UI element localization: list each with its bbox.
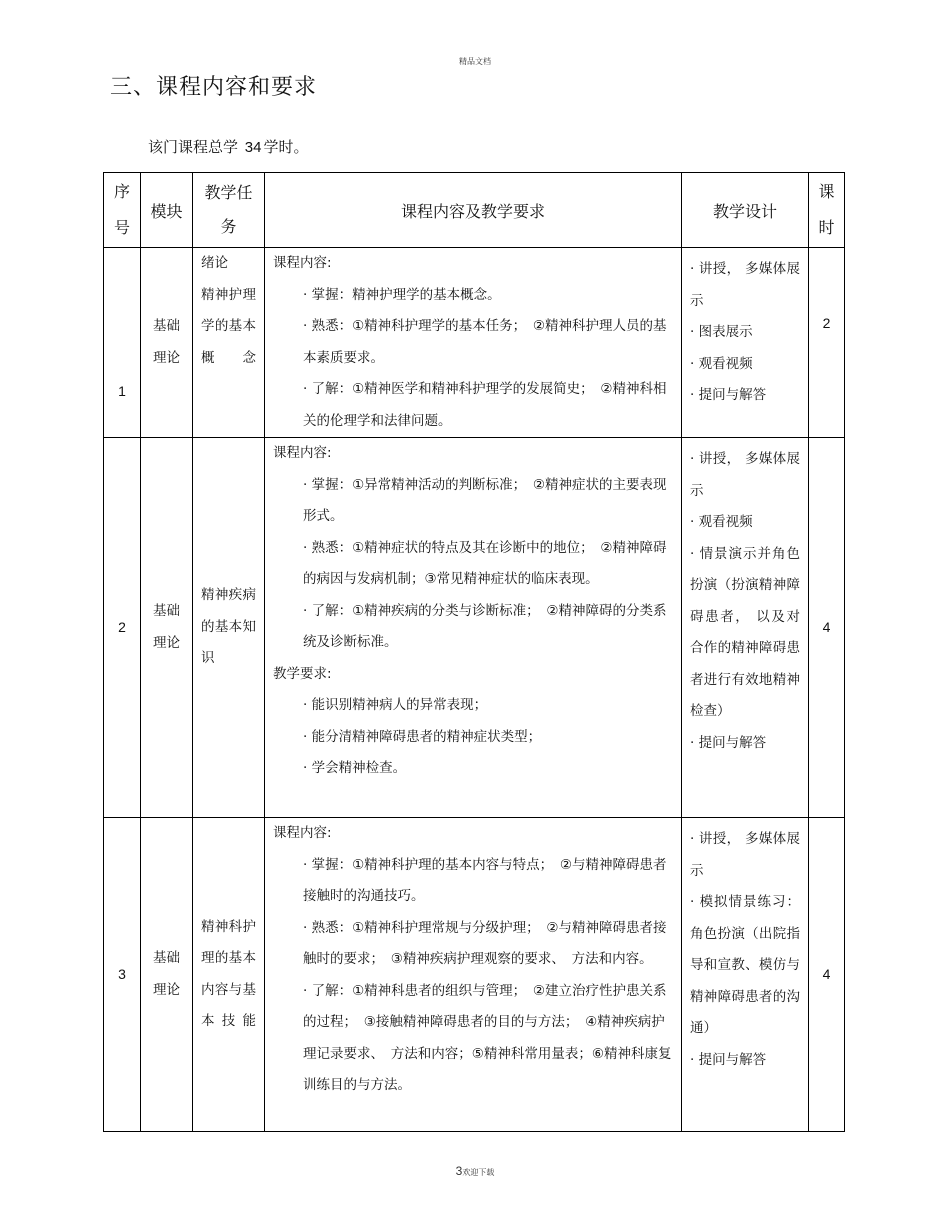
content-line: 课程内容:: [273, 825, 332, 841]
content-line: · 了解：①精神疾病的分类与诊断标准； ②精神障碍的分类系统及诊断标准。: [303, 602, 667, 650]
row-module: 基础理论: [141, 248, 193, 438]
content-line: · 能分清精神障碍患者的精神症状类型；: [303, 728, 542, 745]
header-task: 教学任务: [193, 173, 265, 248]
row-design: [682, 818, 809, 1132]
row-idx: 2: [104, 438, 141, 818]
table-header-row: [104, 173, 845, 248]
section-title: 三、课程内容和要求: [110, 75, 318, 100]
page-number: 3: [455, 1164, 463, 1178]
content-line: · 熟悉：①精神科护理常规与分级护理； ②与精神障碍患者接触时的要求； ③精神疾病护理观察的要求、 方法和内容。: [303, 919, 667, 967]
row-task: [193, 438, 265, 818]
content-line: · 掌握：精神护理学的基本概念。: [303, 286, 501, 303]
intro-text: [148, 136, 309, 157]
design-line: · 提问与解答: [690, 734, 767, 751]
design-line: · 讲授， 多媒体展示: [690, 261, 800, 309]
row-hours: 4: [809, 818, 845, 1132]
design-line: · 观看视频: [690, 514, 753, 530]
header-content: 课程内容及教学要求: [265, 173, 682, 248]
footer-text: 欢迎下载: [462, 1168, 495, 1177]
header-hours: 课时: [809, 173, 845, 248]
content-line: · 熟悉：①精神科护理学的基本任务； ②精神科护理人员的基本素质要求。: [303, 318, 667, 366]
design-line: · 模拟情景练习：角色扮演（出院指导和宣教、模仿与精神障碍患者的沟通）: [690, 894, 800, 1036]
header-watermark: 精品文档: [459, 57, 491, 66]
header-idx: 序号: [104, 173, 141, 248]
task-line: 绪论: [201, 255, 228, 271]
row-module: 基础理论: [141, 818, 193, 1132]
table-row: [104, 818, 845, 1132]
design-line: · 情景演示并角色扮演（扮演精神障碍患者， 以及对合作的精神障碍患者进行有效地精神检查）: [690, 545, 800, 719]
page-footer: [0, 1164, 950, 1178]
design-line: · 观看视频: [690, 355, 753, 372]
row-task: [193, 818, 265, 1132]
row-idx: 3: [104, 818, 141, 1132]
content-line: 课程内容:: [273, 255, 332, 271]
content-line: · 掌握：①异常精神活动的判断标准； ②精神症状的主要表现形式。: [303, 476, 667, 524]
row-hours: 4: [809, 438, 845, 818]
design-line: · 讲授， 多媒体展示: [690, 451, 800, 499]
row-content: [265, 818, 682, 1132]
content-line: · 能识别精神病人的异常表现；: [303, 697, 488, 713]
row-design: [682, 438, 809, 818]
task-line: 精神护理学的基本概念: [201, 286, 256, 366]
content-line: 教学要求:: [273, 665, 332, 682]
row-hours: 2: [809, 248, 845, 438]
course-table: [103, 172, 845, 1132]
row-content: [265, 248, 682, 438]
content-line: 课程内容:: [273, 445, 332, 461]
row-task: [193, 248, 265, 438]
table-row: [104, 248, 845, 438]
design-line: · 提问与解答: [690, 1051, 767, 1068]
intro-hours: 34: [244, 139, 262, 156]
task-line: 精神科护理的基本内容与基本技能: [201, 918, 256, 1029]
design-line: · 讲授， 多媒体展示: [690, 831, 800, 879]
content-line: · 学会精神检查。: [303, 760, 407, 776]
header-design: 教学设计: [682, 173, 809, 248]
row-content: [265, 438, 682, 818]
content-line: · 熟悉：①精神症状的特点及其在诊断中的地位； ②精神障碍的病因与发病机制；③常见精神症状的临床表现。: [303, 539, 667, 587]
header-module: 模块: [141, 173, 193, 248]
content-line: · 了解：①精神医学和精神科护理学的发展简史； ②精神科相关的伦理学和法律问题。: [303, 381, 667, 429]
content-line: · 了解：①精神科患者的组织与管理； ②建立治疗性护患关系的过程； ③接触精神障碍患者的目的与方法； ④精神疾病护理记录要求、 方法和内容；⑤精神科常用量表；⑥精神科康复训练目的与方法。: [303, 982, 672, 1093]
row-idx: 1: [104, 248, 141, 438]
intro-prefix: 该门课程总学: [148, 138, 239, 156]
task-line: 精神疾病的基本知识: [201, 587, 256, 667]
table-row: [104, 438, 845, 818]
row-design: [682, 248, 809, 438]
design-line: · 图表展示: [690, 324, 753, 340]
content-line: · 掌握：①精神科护理的基本内容与特点； ②与精神障碍患者接触时的沟通技巧。: [303, 856, 667, 904]
row-module: 基础理论: [141, 438, 193, 818]
design-line: · 提问与解答: [690, 387, 767, 403]
intro-suffix: 学时。: [263, 138, 309, 156]
